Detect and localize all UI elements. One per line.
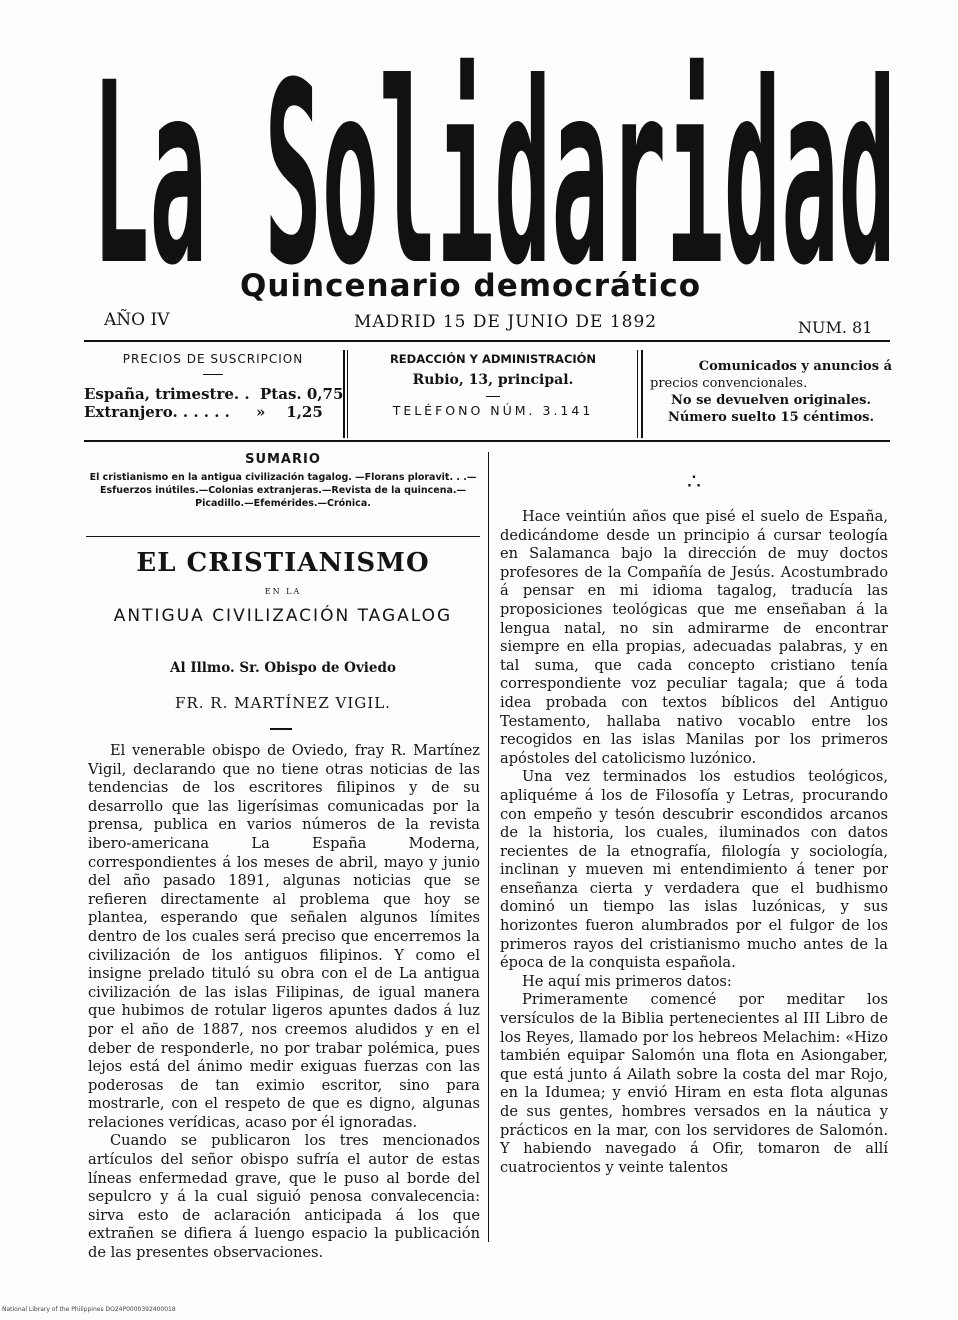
masthead-subtitle: Quincenario democrático	[240, 268, 702, 304]
subscription-heading: PRECIOS DE SUSCRIPCION	[122, 352, 304, 366]
divider	[270, 728, 292, 730]
paragraph: Hace veintiún años que pisé el suelo de España, dedicándome desde un principio á cursar teología en Salamanca bajo la dirección de muy doctos profesores de la Compañía de Jesús. Acostumbrado á pensar en mi idioma tagalog, traducía las proposiciones teológicas que me enseñaban á la lengua natal, no sin admirarme de encontrar siempre en ella propias, adecuadas palabras, y en tal suma, que cada concepto cristiano tenía correspondiente voz peculiar tagala; que á toda idea probada con textos bíblicos del Antiguo Testamento, hallaba nativo vocablo entre los recogidos en las islas Manilas por los primeros apóstoles del catolicismo luzónico.	[500, 508, 888, 767]
left-column	[88, 742, 480, 1263]
column-divider	[488, 452, 489, 1242]
office-phone: TELÉFONO NÚM. 3.141	[392, 403, 594, 418]
price-spain: España, trimestre. . Ptas. 0,75	[84, 385, 344, 403]
notices-box	[650, 358, 892, 426]
notice-line: precios convencionales.	[650, 376, 808, 391]
header-rule	[84, 340, 890, 342]
article-dedication: Al Illmo. Sr. Obispo de Oviedo	[170, 660, 396, 676]
summary-text: El cristianismo en la antigua civilización tagalog. —Florans ploravit. . .—Esfuerzos inútiles.—Colonias extranjeras.—Revista de la quincena.—Picadillo.—Efemérides.—Crónica.	[89, 472, 477, 509]
volume-year: AÑO IV	[104, 310, 170, 330]
notice-line: Comunicados y anuncios á	[698, 359, 892, 374]
paragraph: Cuando se publicaron los tres mencionados artículos del señor obispo sufría el autor de estas líneas enfermedad grave, que le puso al borde del sepulcro y á la cual siguió penosa convalecencia: sirva esto de aclaración anticipada á los que extrañen se difiera á luengo espacio la publicación de las presentes observaciones.	[88, 1132, 480, 1262]
column-divider	[347, 350, 348, 438]
column-divider	[343, 350, 345, 438]
divider	[203, 374, 223, 375]
paragraph: Una vez terminados los estudios teológicos, apliquéme á los de Filosofía y Letras, procurando con empeño y tesón descubrir escondidos arcanos de la historia, los cuales, iluminados con datos recientes de la etnografía, filología y sociología, inclinan y mueven mi entendimiento á tener por enseñanza cierta y verdadera que el budhismo dominó un tiempo las islas luzónicas, y sus horizontes fueron alumbrados por el fulgor de los primeros rayos del cristianismo mucho antes de la época de la conquista española.	[500, 768, 888, 972]
column-divider	[637, 350, 638, 438]
notice-line: Número suelto 15 céntimos.	[667, 410, 875, 425]
issue-number: NUM. 81	[798, 318, 873, 337]
article-en-la: EN LA	[264, 587, 302, 596]
notice-line: No se devuelven originales.	[671, 393, 871, 408]
divider	[486, 396, 500, 397]
section-rule	[86, 536, 480, 537]
masthead-title	[88, 55, 900, 273]
right-column	[500, 456, 888, 1177]
masthead-title-text: La Solidaridad	[92, 55, 896, 273]
paragraph: Primeramente comencé por meditar los versículos de la Biblia pertenecientes al III Libro de los Reyes, llamado por los hebreos Melachim: «Hizo también equipar Salomón una flota en Asiongaber, que está junto á Ailath sobre la costa del mar Rojo, en la Idumea; y envió Hiram en esta flota algunas de sus gentes, hombres versados en la náutica y prácticos en la mar, con los servidores de Salomón. Y habiendo navegado á Ofir, tomaron de allí cuatrocientos y veinte talentos	[500, 991, 888, 1176]
summary-block	[86, 452, 480, 510]
office-box	[352, 352, 634, 438]
article-addressee: FR. R. MARTÍNEZ VIGIL.	[175, 694, 391, 712]
dateline: MADRID 15 DE JUNIO DE 1892	[354, 312, 658, 332]
office-address: Rubio, 13, principal.	[412, 372, 574, 388]
scan-footer: National Library of the Philippines DO24P0000392400018	[2, 1306, 176, 1313]
paragraph: He aquí mis primeros datos:	[522, 972, 732, 990]
column-divider	[641, 350, 643, 438]
ornament-icon: ∴	[687, 470, 701, 495]
office-heading: REDACCIÓN Y ADMINISTRACIÓN	[389, 352, 597, 366]
article-subtitle: ANTIGUA CIVILIZACIÓN TAGALOG	[113, 606, 453, 626]
subscription-box	[84, 346, 342, 438]
summary-heading: SUMARIO	[245, 452, 321, 467]
paragraph: El venerable obispo de Oviedo, fray R. Martínez Vigil, declarando que no tiene otras noticias de las tendencias de los escritores filipinos y de su desarrollo que las ligerísimas comunicadas por la prensa, publica en varios números de la revista ibero-americana La España Moderna, correspondientes á los meses de abril, mayo y junio del año pasado 1891, algunas noticias que se refieren directamente al problema que hoy se plantea, esperando que señalen algunos límites dentro de los cuales será preciso que encerremos la civilización de los antiguos filipinos. Y como el insigne prelado tituló su obra con el de La antigua civilización de las islas Filipinas, de igual manera que hubimos de rotular ligeros apuntes dados á luz por el año de 1887, nos creemos aludidos y en el deber de responderle, no por trabar polémica, pues lejos está del ánimo medir exiguas fuerzas con las poderosas de tan eximio escritor, sino para mostrarle, con el respeto de que es digno, algunas relaciones verídicas, acaso por él ignoradas.	[88, 742, 480, 1131]
article-title: EL CRISTIANISMO	[136, 548, 430, 578]
header-rule	[84, 440, 890, 442]
price-abroad: Extranjero. . . . . . » 1,25	[84, 403, 323, 421]
